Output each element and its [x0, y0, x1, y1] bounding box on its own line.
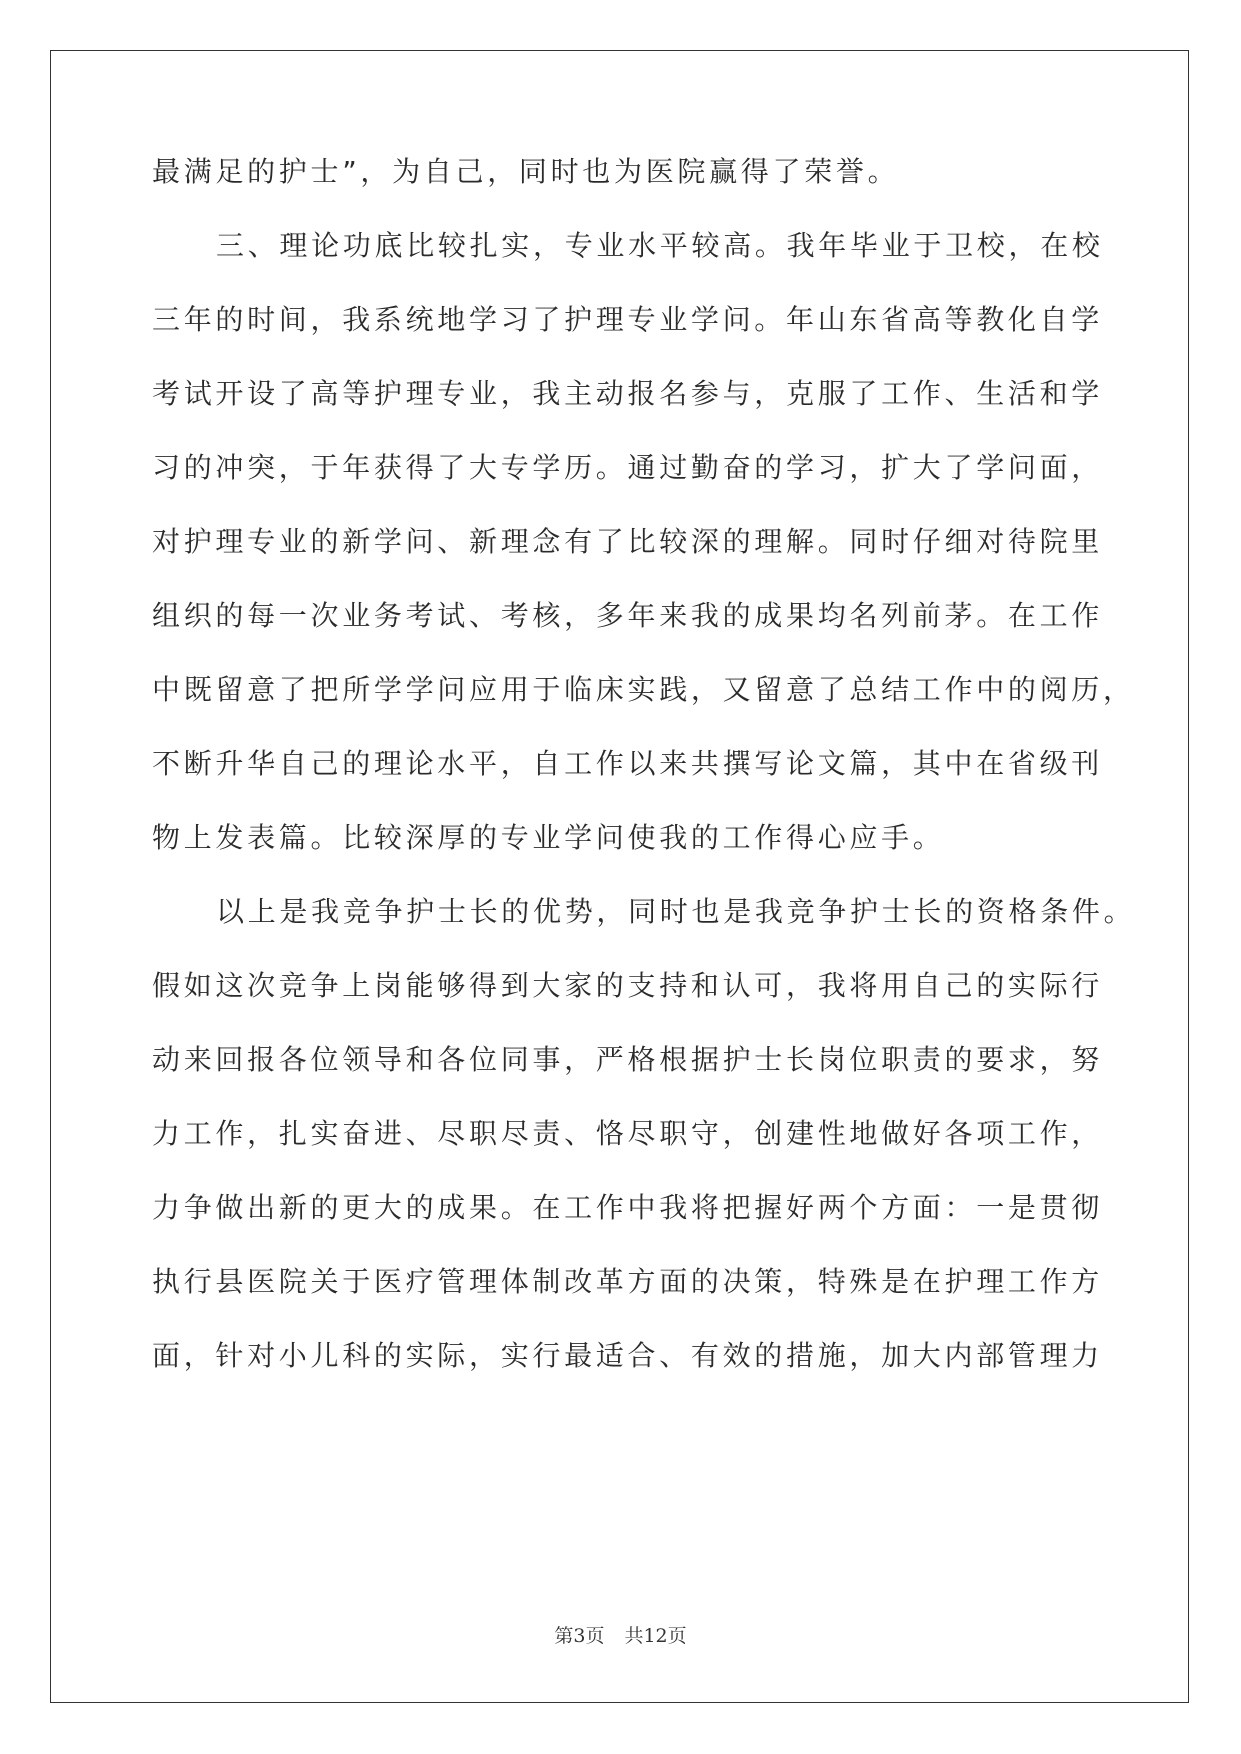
paragraph-line: 动来回报各位领导和各位同事，严格根据护士长岗位职责的要求，努 [152, 1043, 1104, 1076]
paragraph-line: 执行县医院关于医疗管理体制改革方面的决策，特殊是在护理工作方 [152, 1265, 1104, 1298]
paragraph-line: 习的冲突，于年获得了大专学历。通过勤奋的学习，扩大了学问面， [152, 451, 1104, 484]
paragraph-line: 中既留意了把所学学问应用于临床实践，又留意了总结工作中的阅历， [152, 673, 1135, 706]
paragraph-line: 不断升华自己的理论水平，自工作以来共撰写论文篇，其中在省级刊 [152, 747, 1104, 780]
page-number: 第3页 [554, 1625, 605, 1647]
paragraph-line: 考试开设了高等护理专业，我主动报名参与，克服了工作、生活和学 [152, 377, 1104, 410]
page-border [50, 50, 1189, 1703]
paragraph-line: 假如这次竞争上岗能够得到大家的支持和认可，我将用自己的实际行 [152, 969, 1104, 1002]
paragraph-line: 三年的时间，我系统地学习了护理专业学问。年山东省高等教化自学 [152, 303, 1104, 336]
paragraph-line: 以上是我竞争护士长的优势，同时也是我竞争护士长的资格条件。 [216, 895, 1136, 928]
paragraph-line: 最满足的护士”，为自己，同时也为医院赢得了荣誉。 [152, 155, 900, 188]
page-total: 共12页 [624, 1625, 687, 1647]
paragraph-line: 对护理专业的新学问、新理念有了比较深的理解。同时仔细对待院里 [152, 525, 1104, 558]
page-footer [0, 1624, 1241, 1648]
paragraph-line: 物上发表篇。比较深厚的专业学问使我的工作得心应手。 [152, 821, 945, 854]
paragraph-line: 面，针对小儿科的实际，实行最适合、有效的措施，加大内部管理力 [152, 1339, 1104, 1372]
paragraph-line: 力工作，扎实奋进、尽职尽责、恪尽职守，创建性地做好各项工作， [152, 1117, 1104, 1150]
paragraph-line: 组织的每一次业务考试、考核，多年来我的成果均名列前茅。在工作 [152, 599, 1104, 632]
paragraph-line: 三、理论功底比较扎实，专业水平较高。我年毕业于卫校，在校 [216, 229, 1104, 262]
paragraph-line: 力争做出新的更大的成果。在工作中我将把握好两个方面：一是贯彻 [152, 1191, 1104, 1224]
